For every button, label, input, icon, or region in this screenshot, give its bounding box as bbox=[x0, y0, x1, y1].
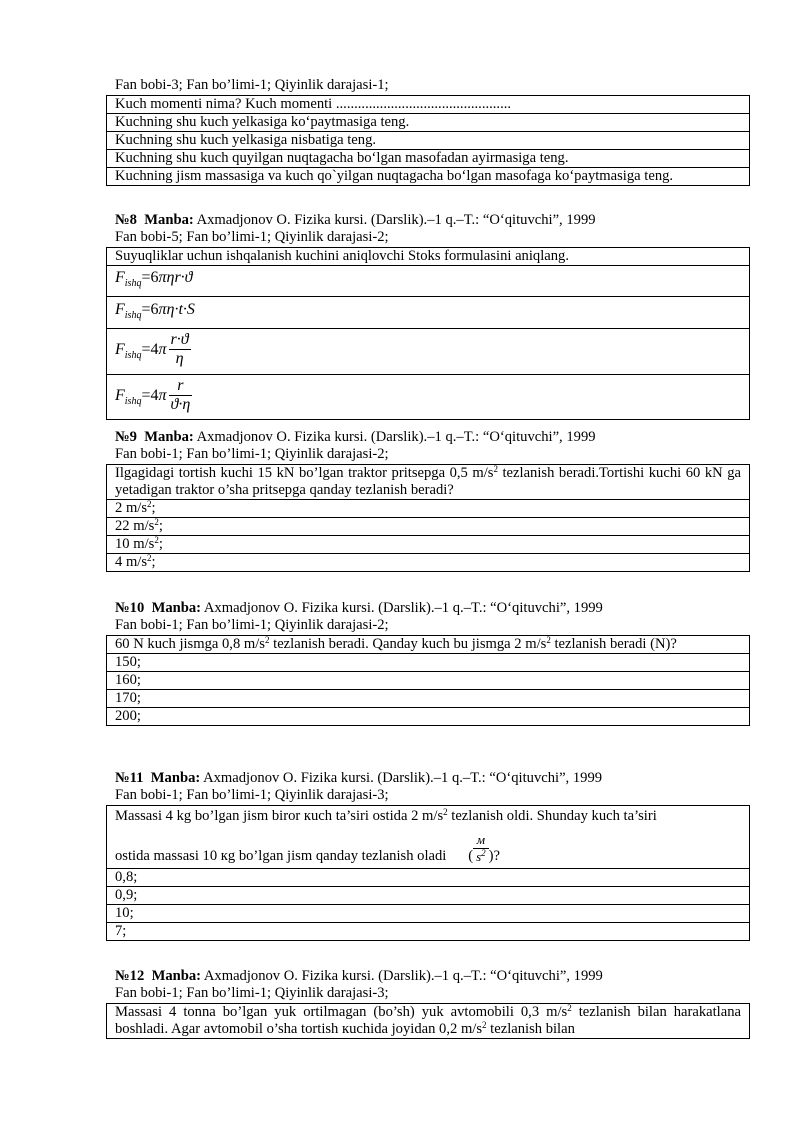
q12-meta: Fan bobi-1; Fan bo’limi-1; Qiyinlik darajasi-3; bbox=[115, 985, 389, 1001]
source-text: Axmadjonov O. Fizika kursi. (Darslik).–1 q.–T.: “O‘qituvchi”, 1999 bbox=[203, 968, 603, 984]
q12-header bbox=[115, 967, 603, 985]
answer-option: 150; bbox=[107, 654, 750, 672]
question-number: №8 bbox=[115, 212, 137, 228]
answer-option: 0,9; bbox=[107, 887, 750, 905]
q11-table bbox=[106, 805, 750, 941]
source-text: Axmadjonov O. Fizika kursi. (Darslik).–1 q.–T.: “O‘qituvchi”, 1999 bbox=[196, 212, 596, 228]
question-number: №10 bbox=[115, 600, 145, 616]
formula: $F_{ishq}=4\pi$ $\frac{r}{ϑ\cdot\eta}$ bbox=[115, 377, 191, 414]
q8-header bbox=[115, 211, 596, 229]
q8-meta: Fan bobi-5; Fan bo’limi-1; Qiyinlik darajasi-2; bbox=[115, 229, 389, 245]
source-text: Axmadjonov O. Fizika kursi. (Darslik).–1 q.–T.: “O‘qituvchi”, 1999 bbox=[203, 600, 603, 616]
question-number: №11 bbox=[115, 770, 144, 786]
question-number: №9 bbox=[115, 429, 137, 445]
manba-label: Manba: bbox=[151, 600, 202, 616]
answer-option: 10; bbox=[107, 905, 750, 923]
manba-label: Manba: bbox=[150, 770, 201, 786]
question-text: Suyuqliklar uchun ishqalanish kuchini aniqlovchi Stoks formulasini aniqlang. bbox=[107, 248, 750, 266]
answer-option: 0,8; bbox=[107, 869, 750, 887]
question-number: №12 bbox=[115, 968, 145, 984]
answer-option: Kuchning shu kuch yelkasiga ko‘paytmasiga teng. bbox=[107, 114, 750, 132]
source-text: Axmadjonov O. Fizika kursi. (Darslik).–1 q.–T.: “O‘qituvchi”, 1999 bbox=[203, 770, 603, 786]
question-text: 60 N kuch jismga 0,8 $m/s^2$ tezlanish beradi. Qanday kuch bu jismga 2 $m/s^2$ tezlanish beradi (N)? bbox=[107, 636, 750, 654]
q9-table bbox=[106, 464, 750, 572]
formula: $F_{ishq}=4\pi$ $\frac{r\cdot ϑ}{\eta}$ bbox=[115, 331, 189, 368]
answer-option: Kuchning shu kuch yelkasiga nisbatiga teng. bbox=[107, 132, 750, 150]
q8-table bbox=[106, 247, 750, 420]
formula: $F_{ishq}=6\pi\eta r\cdot ϑ$ bbox=[115, 269, 193, 290]
answer-option: 170; bbox=[107, 690, 750, 708]
formula: $F_{ishq}=6\pi\eta\cdot t\cdot S$ bbox=[115, 301, 195, 322]
answer-option: 4 $m/s^2$; bbox=[107, 554, 750, 572]
manba-label: Manba: bbox=[151, 968, 202, 984]
answer-option bbox=[107, 266, 750, 297]
q10-table bbox=[106, 635, 750, 726]
answer-option: 22 $m/s^2$; bbox=[107, 518, 750, 536]
question-text: Ilgagidagi tortish kuchi 15 kN bo’lgan traktor pritsepga 0,5 $m/s^2$ tezlanish beradi.Tortishi kuchi 60 kN ga yetadigan traktor o’sha pritsepga qanday tezlanish beradi? bbox=[107, 465, 750, 500]
answer-option bbox=[107, 375, 750, 420]
question-text: Kuch momenti nima? Kuch momenti ................................................ bbox=[107, 96, 750, 114]
answer-option: Kuchning shu kuch quyilgan nuqtagacha bo‘lgan masofadan ayirmasiga teng. bbox=[107, 150, 750, 168]
answer-option bbox=[107, 329, 750, 375]
q11-header bbox=[115, 769, 602, 787]
question-text: Massasi 4 tonna bo’lgan yuk ortilmagan (bo’sh) yuk avtomobili 0,3 $m/s^2$ tezlanish bilan harakatlana boshladi. Agar avtomobil o’sha tortish кuchida joyidan 0,2 $m/s^2$ tezlanish bilan bbox=[107, 1004, 750, 1039]
answer-option: 10 $m/s^2$; bbox=[107, 536, 750, 554]
answer-option: 200; bbox=[107, 708, 750, 726]
answer-option: Kuchning jism massasiga va kuch qo`yilgan nuqtagacha bo‘lgan masofaga ko‘paytmasiga teng. bbox=[107, 168, 750, 186]
q9-meta: Fan bobi-1; Fan bo’limi-1; Qiyinlik darajasi-2; bbox=[115, 446, 389, 462]
q11-meta: Fan bobi-1; Fan bo’limi-1; Qiyinlik darajasi-3; bbox=[115, 787, 389, 803]
top-question-table bbox=[106, 95, 750, 186]
top-meta: Fan bobi-3; Fan bo’limi-1; Qiyinlik darajasi-1; bbox=[115, 77, 389, 93]
answer-option bbox=[107, 297, 750, 329]
unit-fraction: $\frac{м}{s^2}$ bbox=[473, 832, 489, 865]
answer-option: 7; bbox=[107, 923, 750, 941]
manba-label: Manba: bbox=[144, 429, 194, 445]
q10-header bbox=[115, 599, 603, 617]
question-text: Massasi 4 kg bo’lgan jism biror кuch ta’siri ostida 2 $m/s^2$ tezlanish oldi. Shunday kuch ta’siri ostida massasi 10 кg bo’lgan jism qanday tezlanish oladi ( $\frac{м}{s^2}$ )? bbox=[107, 806, 750, 869]
answer-option: 160; bbox=[107, 672, 750, 690]
source-text: Axmadjonov O. Fizika kursi. (Darslik).–1 q.–T.: “O‘qituvchi”, 1999 bbox=[196, 429, 596, 445]
answer-option: 2 $m/s^2$; bbox=[107, 500, 750, 518]
q9-header bbox=[115, 428, 596, 446]
q12-table bbox=[106, 1003, 750, 1039]
q10-meta: Fan bobi-1; Fan bo’limi-1; Qiyinlik darajasi-2; bbox=[115, 617, 389, 633]
manba-label: Manba: bbox=[144, 212, 194, 228]
